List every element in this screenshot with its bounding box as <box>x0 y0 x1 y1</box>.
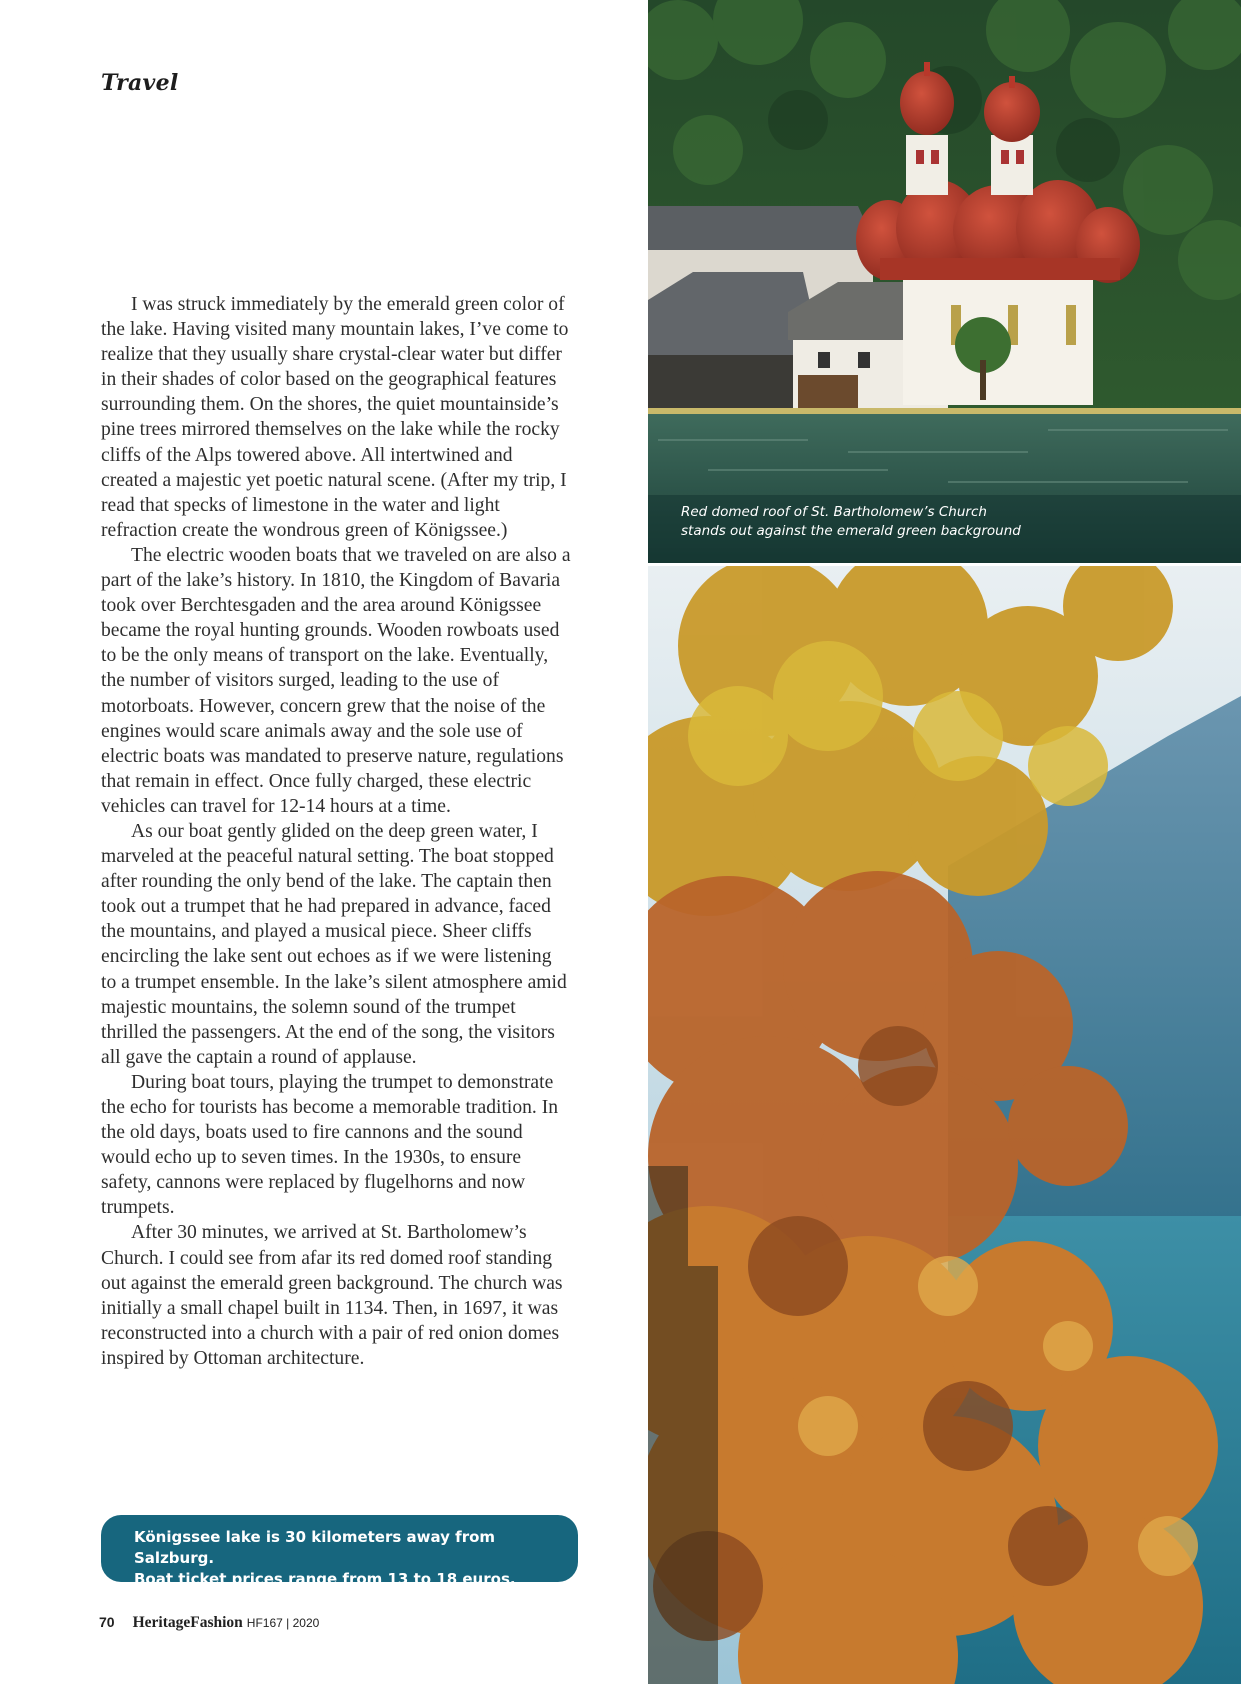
article-paragraph: The electric wooden boats that we traveled on are also a part of the lake’s history. In 1810, the Kingdom of Bavaria took over Berchtesgaden and the area around Königssee became the royal hunting grounds. Wooden rowboats used to be the only means of transport on the lake. Eventually, the number of visitors surged, leading to the use of motorboats. However, concern grew that the noise of the engines would scare animals away and the sole use of electric boats was mandated to preserve nature, regulations that remain in effect. Once fully charged, these electric vehicles can travel for 12-14 hours at a time. <box>101 544 571 817</box>
church-photo <box>648 0 1241 563</box>
photo-caption-line: Red domed roof of St. Bartholomew’s Church <box>681 504 987 520</box>
article-paragraph: As our boat gently glided on the deep green water, I marveled at the peaceful natural setting. The boat stopped after rounding the only bend of the lake. The captain then took out a trumpet that he had prepared in advance, faced the mountains, and played a musical piece. Sheer cliffs encircling the lake sent out echoes as if we were listening to a trumpet ensemble. In the lake’s silent atmosphere amid majestic mountains, the solemn sound of the trumpet thrilled the passengers. At the end of the song, the visitors all gave the captain a round of applause. <box>101 820 567 1068</box>
photo-caption <box>681 503 1221 541</box>
article-paragraph: After 30 minutes, we arrived at St. Bartholomew’s Church. I could see from afar its red domed roof standing out against the emerald green background. The church was initially a small chapel built in 1134. Then, in 1697, it was reconstructed into a church with a pair of red onion domes inspired by Ottoman architecture. <box>101 1222 563 1369</box>
info-box-line: Königssee lake is 30 kilometers away from Salzburg. <box>134 1528 496 1567</box>
article-paragraph: I was struck immediately by the emerald green color of the lake. Having visited many mountain lakes, I’ve come to realize that they usually share crystal-clear water but differ in their shades of color based on the geographical features surrounding them. On the shores, the quiet mountainside’s pine trees mirrored themselves on the lake while the rocky cliffs of the Alps towered above. All intertwined and created a majestic yet poetic natural scene. (After my trip, I read that specks of limestone in the water and light refraction create the wondrous green of Königssee.) <box>101 294 569 541</box>
issue-label: HF167 | 2020 <box>246 1616 320 1630</box>
section-label: Travel <box>101 70 179 96</box>
photo-caption-line: stands out against the emerald green background <box>681 523 1021 539</box>
page-footer <box>99 1614 319 1632</box>
info-box-line: Boat ticket prices range from 13 to 18 euros. <box>134 1570 516 1588</box>
article-body <box>101 292 571 1371</box>
magazine-name: HeritageFashion <box>132 1614 243 1631</box>
photo-column <box>648 0 1241 1684</box>
info-box <box>101 1515 578 1588</box>
article-paragraph: During boat tours, playing the trumpet to demonstrate the echo for tourists has become a memorable tradition. In the old days, boats used to fire cannons and the sound would echo up to seven times. In the 1930s, to ensure safety, cannons were replaced by flugelhorns and now trumpets. <box>101 1071 559 1219</box>
autumn-trees-photo <box>648 566 1241 1684</box>
page-number: 70 <box>99 1614 115 1630</box>
church-photo-illustration <box>648 0 1241 563</box>
autumn-trees-illustration <box>648 566 1241 1684</box>
